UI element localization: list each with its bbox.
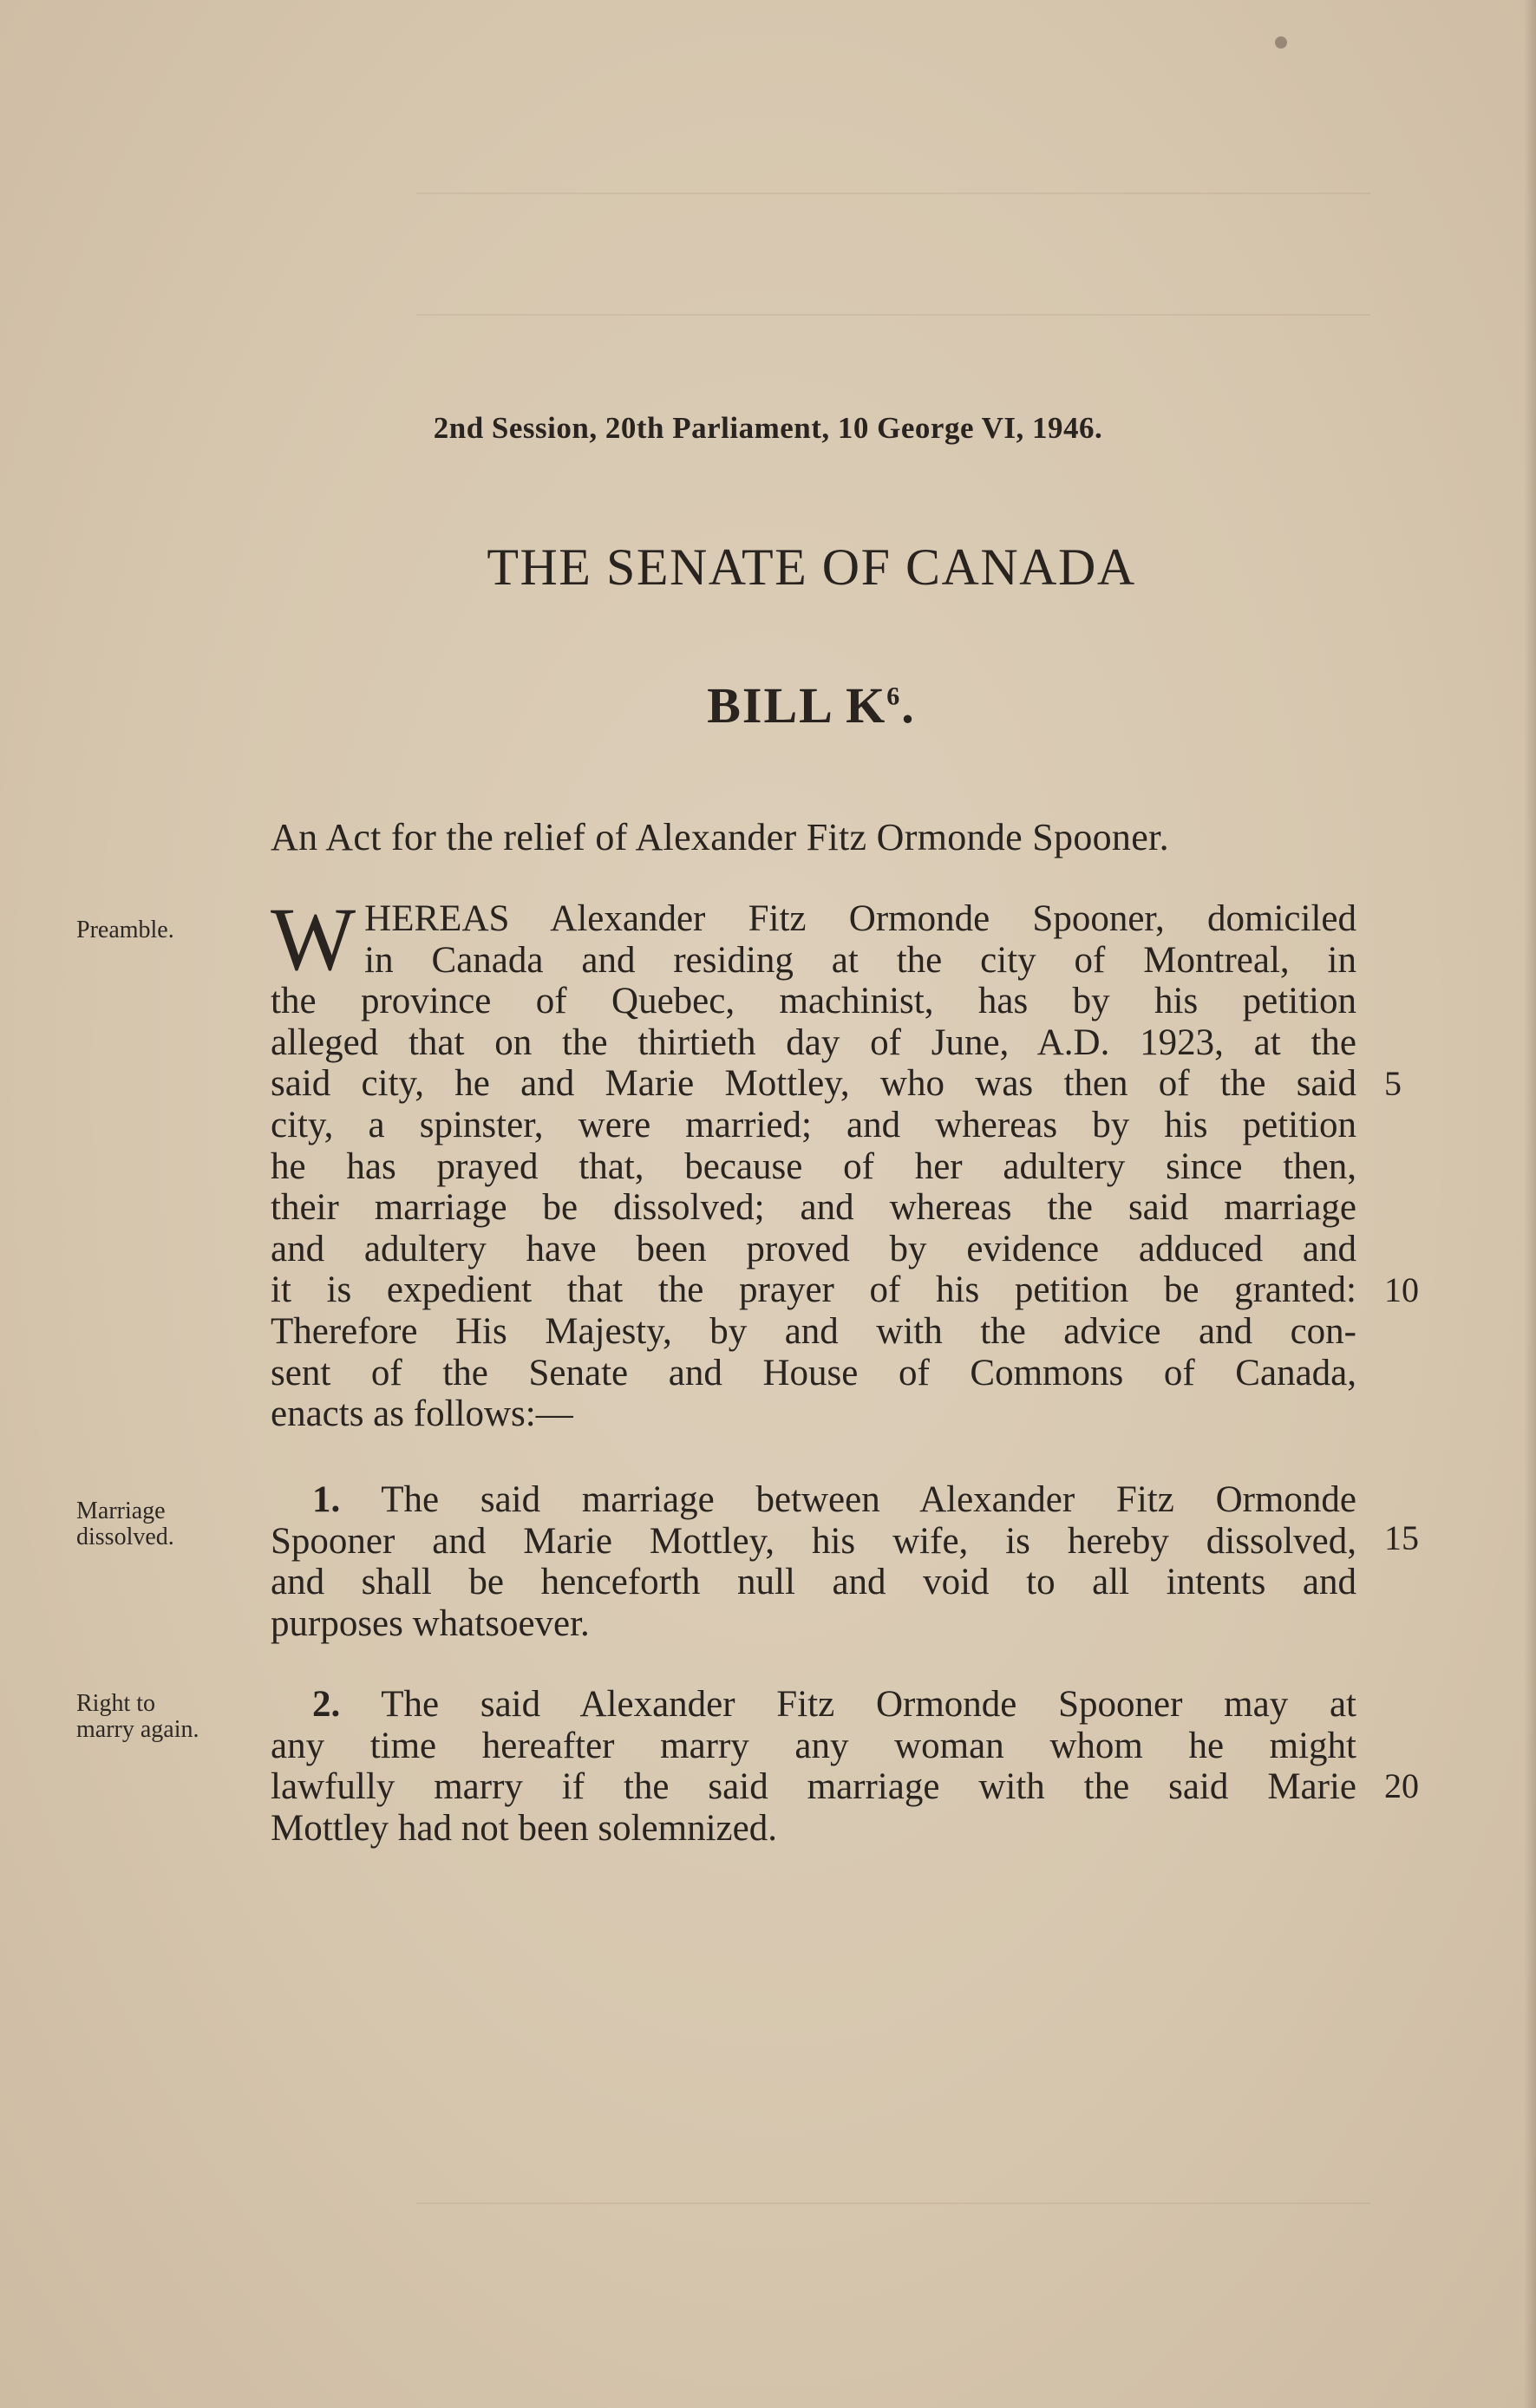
preamble-line: he has prayed that, because of her adultery since then, (271, 1145, 1356, 1187)
preamble-line: the province of Quebec, machinist, has by his petition (271, 981, 1356, 1022)
preamble-line: sent of the Senate and House of Commons of Canada, (271, 1352, 1356, 1393)
margin-note-marriage-dissolved (76, 1498, 174, 1550)
section-text: The said Alexander Fitz Ormonde Spooner may at (381, 1684, 1356, 1725)
margin-note-line: dissolved. (76, 1524, 174, 1550)
paper-speck (1275, 36, 1287, 49)
bleed-through-rule (416, 314, 1370, 316)
section-line: purposes whatsoever. (271, 1602, 590, 1644)
bill-suffix: . (901, 677, 916, 734)
bill-superscript: 6 (886, 682, 902, 711)
bleed-through-rule (416, 2202, 1370, 2204)
preamble-line: HEREAS Alexander Fitz Ormonde Spooner, domiciled (364, 898, 1356, 939)
margin-note-line: Marriage (76, 1498, 166, 1524)
section-text: The said marriage between Alexander Fitz Ormonde (381, 1479, 1356, 1520)
section-2-paragraph (271, 1684, 1356, 1849)
margin-note-right-to-marry (76, 1691, 199, 1743)
section-line (271, 1684, 1356, 1726)
preamble-line: alleged that on the thirtieth day of June, A.D. 1923, at the (271, 1021, 1356, 1063)
line-number: 15 (1384, 1518, 1419, 1557)
section-1-paragraph (271, 1479, 1356, 1644)
preamble-line: said city, he and Marie Mottley, who was then of the said (271, 1063, 1356, 1105)
preamble-line: it is expedient that the prayer of his petition be granted: (271, 1269, 1356, 1311)
page-edge-shadow (1524, 0, 1536, 2408)
section-number: 2. (312, 1684, 341, 1725)
margin-note-preamble: Preamble. (76, 917, 174, 943)
section-number: 1. (312, 1479, 341, 1520)
bill-label: BILL K (707, 677, 887, 734)
preamble-paragraph (271, 890, 1356, 1435)
section-line: Mottley had not been solemnized. (271, 1807, 777, 1849)
margin-note-line: Right to (76, 1690, 156, 1717)
margin-note-line: marry again. (76, 1716, 199, 1743)
drop-cap: W (271, 890, 356, 989)
line-number: 10 (1384, 1270, 1419, 1309)
preamble-line: Therefore His Majesty, by and with the advice and con- (271, 1310, 1356, 1352)
preamble-line: city, a spinster, were married; and whereas by his petition (271, 1104, 1356, 1145)
session-line: 2nd Session, 20th Parliament, 10 George VI, 1946. (433, 411, 1103, 445)
chamber-title: THE SENATE OF CANADA (487, 538, 1136, 596)
section-line: any time hereafter marry any woman whom he might (271, 1725, 1356, 1766)
line-number: 20 (1384, 1766, 1419, 1805)
line-number: 5 (1384, 1064, 1402, 1103)
section-line: and shall be henceforth null and void to all intents and (271, 1562, 1356, 1603)
preamble-line: enacts as follows:— (271, 1393, 573, 1435)
act-title: An Act for the relief of Alexander Fitz Ormonde Spooner. (271, 816, 1169, 858)
preamble-line: in Canada and residing at the city of Montreal, in (364, 939, 1356, 981)
bill-title (0, 676, 1536, 734)
section-line: lawfully marry if the said marriage with the said Marie (271, 1766, 1356, 1808)
bleed-through-rule (416, 193, 1370, 194)
preamble-line: their marriage be dissolved; and whereas the said marriage (271, 1187, 1356, 1229)
preamble-line: and adultery have been proved by evidence adduced and (271, 1228, 1356, 1269)
section-line: Spooner and Marie Mottley, his wife, is hereby dissolved, (271, 1520, 1356, 1562)
section-line (271, 1479, 1356, 1521)
